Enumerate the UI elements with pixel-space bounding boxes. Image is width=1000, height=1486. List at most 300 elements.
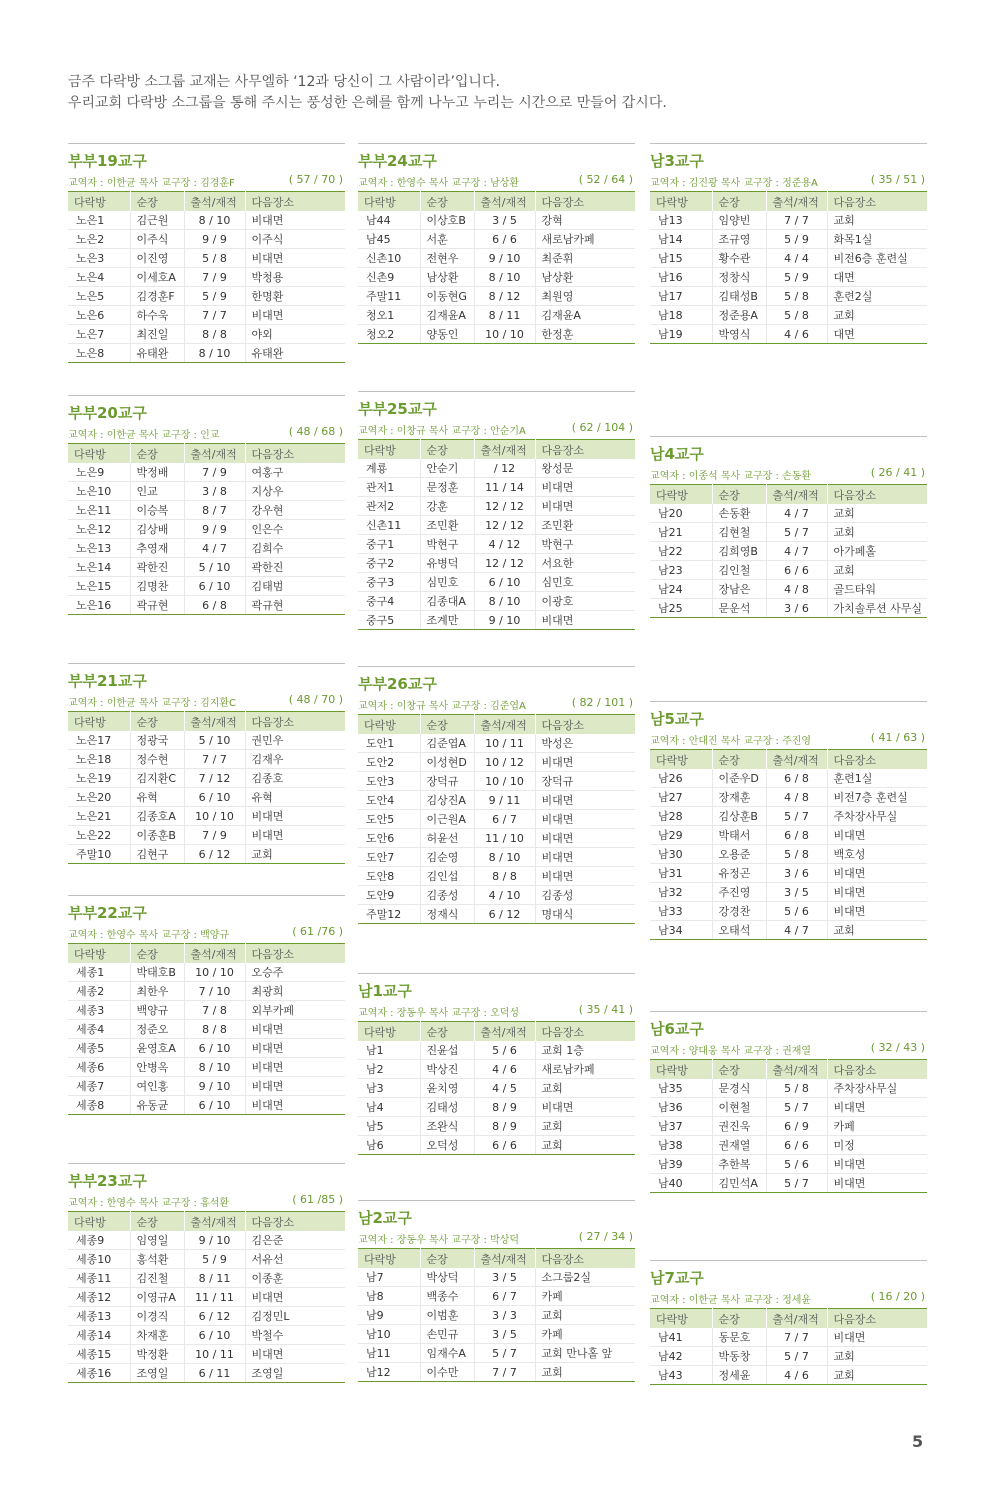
table-row: [68, 731, 345, 750]
cell-attendance: 7 / 7: [474, 1363, 535, 1382]
column-header: 다락방: [68, 1212, 130, 1232]
cell-attendance: 3 / 6: [766, 599, 827, 618]
cell-group-name: 도안9: [358, 886, 420, 905]
cell-group-name: 남29: [650, 826, 712, 845]
column-header: 다음장소: [535, 715, 635, 735]
table-row: [650, 268, 927, 287]
cell-leader: 박동창: [712, 1347, 766, 1366]
district-leaders: 교역자 : 이한균 목사 교구장 : 정세윤: [650, 1295, 812, 1306]
table-header-row: [650, 192, 927, 212]
cell-group-name: 노은19: [68, 769, 130, 788]
cell-leader: 문운석: [712, 599, 766, 618]
column-header: 다음장소: [827, 750, 927, 770]
cell-leader: 이종훈B: [130, 826, 184, 845]
cell-group-name: 남27: [650, 788, 712, 807]
table-row: [650, 599, 927, 618]
district-info: [68, 424, 345, 443]
cell-next-place: 비대면: [827, 1098, 927, 1117]
district-attendance-total: ( 32 / 43 ): [870, 1041, 925, 1054]
cell-leader: 정수현: [130, 750, 184, 769]
cell-attendance: 7 / 12: [184, 769, 245, 788]
cell-attendance: / 12: [474, 459, 535, 478]
cell-attendance: 8 / 10: [184, 1058, 245, 1077]
cell-next-place: 비대면: [245, 211, 345, 230]
cell-attendance: 6 / 7: [474, 810, 535, 829]
district-title: 남4교구: [650, 445, 704, 463]
cell-leader: 박상진: [420, 1060, 474, 1079]
table-row: [358, 753, 635, 772]
cell-attendance: 5 / 7: [474, 1344, 535, 1363]
table-header-row: [650, 1060, 927, 1080]
district-leaders: 교역자 : 한영수 목사 교구장 : 남상환: [358, 178, 520, 189]
cell-attendance: 12 / 12: [474, 516, 535, 535]
cell-attendance: 6 / 10: [184, 577, 245, 596]
cell-leader: 김근원: [130, 211, 184, 230]
column-header: 다음장소: [245, 444, 345, 464]
cell-leader: 정세윤: [712, 1366, 766, 1385]
cell-next-place: 교회: [535, 1136, 635, 1155]
cell-leader: 문경식: [712, 1079, 766, 1098]
cell-group-name: 노은12: [68, 520, 130, 539]
district-attendance-total: ( 27 / 34 ): [578, 1230, 633, 1243]
district-attendance-total: ( 52 / 64 ): [578, 173, 633, 186]
cell-next-place: 소그룹2실: [535, 1268, 635, 1287]
cell-next-place: 훈련1실: [827, 769, 927, 788]
column-header: 다락방: [68, 444, 130, 464]
cell-next-place: 비전7층 훈련실: [827, 788, 927, 807]
district-title-bar: [68, 663, 345, 692]
cell-attendance: 7 / 7: [766, 211, 827, 230]
cell-group-name: 도안2: [358, 753, 420, 772]
cell-attendance: 3 / 3: [474, 1306, 535, 1325]
cell-attendance: 7 / 7: [184, 306, 245, 325]
cell-attendance: 6 / 12: [184, 1307, 245, 1326]
table-row: [650, 826, 927, 845]
district-title: 남2교구: [358, 1209, 412, 1227]
cell-leader: 김재윤A: [420, 306, 474, 325]
cell-group-name: 관저1: [358, 478, 420, 497]
cell-attendance: 4 / 6: [474, 1060, 535, 1079]
table-header-row: [358, 1022, 635, 1042]
cell-leader: 조규영: [712, 230, 766, 249]
table-row: [68, 1058, 345, 1077]
district-block: [358, 666, 635, 924]
column-header: 순장: [420, 192, 474, 212]
district-title: 남1교구: [358, 982, 412, 1000]
cell-next-place: 교회: [535, 1363, 635, 1382]
district-info: [650, 465, 927, 484]
cell-attendance: 4 / 6: [766, 1366, 827, 1385]
cell-leader: 정준용A: [712, 306, 766, 325]
cell-next-place: 교회: [245, 845, 345, 864]
table-row: [650, 1136, 927, 1155]
cell-attendance: 6 / 9: [766, 1117, 827, 1136]
cell-leader: 유태완: [130, 344, 184, 363]
district-title: 부부21교구: [68, 672, 147, 690]
table-row: [68, 1001, 345, 1020]
column-header: 다락방: [650, 750, 712, 770]
cell-next-place: 대면: [827, 325, 927, 344]
district-attendance-total: ( 61 /85 ): [292, 1193, 343, 1206]
cell-attendance: 4 / 7: [766, 542, 827, 561]
district-block: [650, 1260, 927, 1385]
cell-leader: 하수욱: [130, 306, 184, 325]
cell-leader: 강훈: [420, 497, 474, 516]
cell-leader: 정재식: [420, 905, 474, 924]
cell-leader: 추영재: [130, 539, 184, 558]
cell-attendance: 6 / 10: [474, 573, 535, 592]
cell-attendance: 10 / 10: [184, 963, 245, 982]
cell-next-place: 이종훈: [245, 1269, 345, 1288]
column-header: 순장: [712, 750, 766, 770]
district-leaders: 교역자 : 이종석 목사 교구장 : 손동환: [650, 471, 812, 482]
cell-group-name: 노은18: [68, 750, 130, 769]
cell-group-name: 세종9: [68, 1231, 130, 1250]
cell-attendance: 8 / 10: [184, 344, 245, 363]
table-row: [68, 807, 345, 826]
cell-attendance: 8 / 9: [474, 1098, 535, 1117]
cell-next-place: 김재윤A: [535, 306, 635, 325]
cell-group-name: 남9: [358, 1306, 420, 1325]
cell-attendance: 6 / 7: [474, 1287, 535, 1306]
cell-group-name: 중구5: [358, 611, 420, 630]
district-title: 남5교구: [650, 710, 704, 728]
cell-leader: 김상진A: [420, 791, 474, 810]
cell-attendance: 5 / 8: [766, 287, 827, 306]
cell-attendance: 6 / 10: [184, 1039, 245, 1058]
district-title-bar: [650, 436, 927, 465]
district-title: 남6교구: [650, 1020, 704, 1038]
cell-next-place: 이광호: [535, 592, 635, 611]
cell-attendance: 4 / 7: [184, 539, 245, 558]
column-header: 순장: [130, 712, 184, 732]
cell-leader: 전현우: [420, 249, 474, 268]
cell-group-name: 노은10: [68, 482, 130, 501]
cell-leader: 백양규: [130, 1001, 184, 1020]
table-header-row: [68, 444, 345, 464]
table-row: [358, 230, 635, 249]
cell-next-place: 이주식: [245, 230, 345, 249]
table-row: [68, 230, 345, 249]
table-row: [650, 845, 927, 864]
cell-next-place: 비대면: [245, 1058, 345, 1077]
cell-group-name: 남16: [650, 268, 712, 287]
district-block: [650, 143, 927, 344]
table-row: [358, 1306, 635, 1325]
table-row: [68, 788, 345, 807]
cell-next-place: 가치솔루션 사무실: [827, 599, 927, 618]
cell-leader: 손민규: [420, 1325, 474, 1344]
district-title: 남3교구: [650, 152, 704, 170]
column-header: 다음장소: [827, 485, 927, 505]
district-title-bar: [650, 701, 927, 730]
cell-group-name: 남36: [650, 1098, 712, 1117]
cell-next-place: 유태완: [245, 344, 345, 363]
column-header: 다락방: [650, 1060, 712, 1080]
district-leaders: 교역자 : 이창규 목사 교구장 : 안순기A: [358, 426, 526, 437]
cell-leader: 권진욱: [712, 1117, 766, 1136]
cell-group-name: 세종6: [68, 1058, 130, 1077]
table-row: [358, 1344, 635, 1363]
cell-attendance: 6 / 6: [474, 230, 535, 249]
cell-group-name: 남45: [358, 230, 420, 249]
cell-attendance: 6 / 6: [766, 561, 827, 580]
cell-next-place: 인은수: [245, 520, 345, 539]
cell-next-place: 비대면: [535, 867, 635, 886]
cell-leader: 김명찬: [130, 577, 184, 596]
table-row: [650, 1098, 927, 1117]
district-leaders: 교역자 : 한영수 목사 교구장 : 홍석환: [68, 1198, 230, 1209]
cell-next-place: 비대면: [245, 1020, 345, 1039]
cell-next-place: 최준휘: [535, 249, 635, 268]
cell-next-place: 비대면: [535, 497, 635, 516]
cell-leader: 김종대A: [420, 592, 474, 611]
cell-next-place: 비대면: [535, 848, 635, 867]
table-row: [358, 1287, 635, 1306]
district-table: [68, 191, 345, 363]
cell-leader: 최진일: [130, 325, 184, 344]
cell-next-place: 비대면: [827, 902, 927, 921]
cell-attendance: 5 / 9: [766, 230, 827, 249]
district-attendance-total: ( 57 / 70 ): [288, 173, 343, 186]
cell-next-place: 유혁: [245, 788, 345, 807]
cell-attendance: 9 / 10: [474, 611, 535, 630]
cell-group-name: 노은4: [68, 268, 130, 287]
table-row: [358, 592, 635, 611]
cell-next-place: 비대면: [535, 611, 635, 630]
table-row: [358, 249, 635, 268]
column-header: 순장: [712, 1309, 766, 1329]
district-title: 부부23교구: [68, 1172, 147, 1190]
cell-group-name: 남41: [650, 1328, 712, 1347]
cell-group-name: 세종13: [68, 1307, 130, 1326]
cell-leader: 최한우: [130, 982, 184, 1001]
cell-leader: 박상덕: [420, 1268, 474, 1287]
table-row: [68, 1039, 345, 1058]
cell-attendance: 4 / 5: [474, 1079, 535, 1098]
district-info: [358, 420, 635, 439]
cell-attendance: 5 / 9: [184, 287, 245, 306]
column-header: 다락방: [68, 192, 130, 212]
cell-leader: 백종수: [420, 1287, 474, 1306]
cell-leader: 허윤선: [420, 829, 474, 848]
cell-group-name: 남11: [358, 1344, 420, 1363]
column-header: 순장: [712, 485, 766, 505]
cell-attendance: 8 / 12: [474, 287, 535, 306]
table-row: [358, 573, 635, 592]
column-header: 출석/재적: [474, 1022, 535, 1042]
district-title: 부부24교구: [358, 152, 437, 170]
district-leaders: 교역자 : 이한균 목사 교구장 : 인교: [68, 430, 220, 441]
district-table: [650, 191, 927, 344]
district-leaders: 교역자 : 한영수 목사 교구장 : 백양규: [68, 930, 230, 941]
district-leaders: 교역자 : 이창규 목사 교구장 : 김준엽A: [358, 701, 526, 712]
cell-leader: 김희영B: [712, 542, 766, 561]
cell-leader: 이준우D: [712, 769, 766, 788]
cell-group-name: 남19: [650, 325, 712, 344]
district-title: 부부20교구: [68, 404, 147, 422]
cell-group-name: 주말12: [358, 905, 420, 924]
cell-group-name: 남7: [358, 1268, 420, 1287]
cell-next-place: 비대면: [245, 1039, 345, 1058]
column-header: 출석/재적: [766, 485, 827, 505]
cell-group-name: 신촌11: [358, 516, 420, 535]
cell-next-place: 비대면: [245, 306, 345, 325]
cell-attendance: 5 / 8: [766, 845, 827, 864]
table-row: [650, 1155, 927, 1174]
cell-group-name: 노은5: [68, 287, 130, 306]
table-row: [650, 580, 927, 599]
cell-attendance: 6 / 6: [474, 1136, 535, 1155]
cell-next-place: 오승주: [245, 963, 345, 982]
district-info: [68, 924, 345, 943]
cell-next-place: 비대면: [827, 826, 927, 845]
district-title-bar: [650, 1260, 927, 1289]
table-header-row: [358, 715, 635, 735]
cell-next-place: 교회: [827, 1347, 927, 1366]
cell-next-place: 조영일: [245, 1364, 345, 1383]
cell-next-place: 여홍구: [245, 463, 345, 482]
cell-attendance: 6 / 8: [766, 826, 827, 845]
table-row: [650, 769, 927, 788]
cell-group-name: 남20: [650, 504, 712, 523]
cell-group-name: 남40: [650, 1174, 712, 1193]
cell-attendance: 9 / 10: [184, 1231, 245, 1250]
cell-next-place: 한정훈: [535, 325, 635, 344]
cell-leader: 이주식: [130, 230, 184, 249]
cell-leader: 박현구: [420, 535, 474, 554]
table-row: [358, 268, 635, 287]
district-info: [650, 730, 927, 749]
cell-attendance: 7 / 9: [184, 463, 245, 482]
table-header-row: [68, 1212, 345, 1232]
cell-leader: 유동균: [130, 1096, 184, 1115]
column-header: 다락방: [358, 440, 420, 460]
district-table: [358, 1021, 635, 1155]
cell-next-place: 명대식: [535, 905, 635, 924]
cell-group-name: 노은8: [68, 344, 130, 363]
cell-next-place: 야외: [245, 325, 345, 344]
table-row: [650, 306, 927, 325]
column-header: 순장: [712, 1060, 766, 1080]
cell-group-name: 신촌10: [358, 249, 420, 268]
table-row: [68, 463, 345, 482]
cell-group-name: 남23: [650, 561, 712, 580]
cell-group-name: 세종15: [68, 1345, 130, 1364]
table-row: [358, 791, 635, 810]
cell-attendance: 6 / 8: [766, 769, 827, 788]
cell-leader: 김인철: [712, 561, 766, 580]
column-header: 출석/재적: [474, 440, 535, 460]
table-row: [358, 611, 635, 630]
cell-leader: 차재훈: [130, 1326, 184, 1345]
table-row: [650, 230, 927, 249]
cell-next-place: 비대면: [535, 829, 635, 848]
cell-leader: 조계만: [420, 611, 474, 630]
cell-next-place: 왕성문: [535, 459, 635, 478]
cell-leader: 장재훈: [712, 788, 766, 807]
cell-next-place: 비대면: [535, 791, 635, 810]
district-info: [650, 1289, 927, 1308]
cell-next-place: 권민우: [245, 731, 345, 750]
cell-leader: 유병덕: [420, 554, 474, 573]
district-block: [650, 701, 927, 940]
district-title: 부부26교구: [358, 675, 437, 693]
cell-group-name: 청오2: [358, 325, 420, 344]
cell-leader: 인교: [130, 482, 184, 501]
column-header: 다락방: [650, 192, 712, 212]
district-leaders: 교역자 : 김진광 목사 교구장 : 정준용A: [650, 178, 818, 189]
table-row: [650, 1117, 927, 1136]
cell-attendance: 7 / 9: [184, 826, 245, 845]
cell-group-name: 남1: [358, 1041, 420, 1060]
cell-attendance: 6 / 6: [766, 1136, 827, 1155]
cell-leader: 김민석A: [712, 1174, 766, 1193]
cell-next-place: 아가페홀: [827, 542, 927, 561]
district-title-bar: [68, 895, 345, 924]
cell-group-name: 세종12: [68, 1288, 130, 1307]
cell-leader: 김종호A: [130, 807, 184, 826]
cell-next-place: 김정민L: [245, 1307, 345, 1326]
cell-attendance: 5 / 7: [766, 523, 827, 542]
district-attendance-total: ( 62 / 104 ): [571, 421, 633, 434]
cell-next-place: 곽한진: [245, 558, 345, 577]
table-row: [68, 577, 345, 596]
cell-group-name: 남21: [650, 523, 712, 542]
table-row: [650, 504, 927, 523]
district-block: [358, 1200, 635, 1382]
table-header-row: [650, 485, 927, 505]
table-row: [650, 1366, 927, 1385]
cell-attendance: 4 / 8: [766, 788, 827, 807]
cell-next-place: 곽규현: [245, 596, 345, 615]
cell-group-name: 남35: [650, 1079, 712, 1098]
district-attendance-total: ( 82 / 101 ): [571, 696, 633, 709]
cell-next-place: 비대면: [245, 249, 345, 268]
district-info: [358, 172, 635, 191]
cell-next-place: 교회: [535, 1079, 635, 1098]
cell-next-place: 비대면: [827, 883, 927, 902]
cell-leader: 김태성: [420, 1098, 474, 1117]
cell-attendance: 4 / 7: [766, 921, 827, 940]
cell-next-place: 교회 1층: [535, 1041, 635, 1060]
district-title-bar: [358, 391, 635, 420]
cell-leader: 김현구: [130, 845, 184, 864]
cell-group-name: 노은3: [68, 249, 130, 268]
table-row: [358, 829, 635, 848]
cell-leader: 오태석: [712, 921, 766, 940]
cell-group-name: 남17: [650, 287, 712, 306]
district-attendance-total: ( 41 / 63 ): [870, 731, 925, 744]
cell-leader: 조완식: [420, 1117, 474, 1136]
cell-next-place: 교회: [827, 504, 927, 523]
cell-group-name: 남5: [358, 1117, 420, 1136]
district-table: [68, 1211, 345, 1383]
cell-leader: 김현철: [712, 523, 766, 542]
column-header: 출석/재적: [474, 192, 535, 212]
cell-leader: 김진철: [130, 1269, 184, 1288]
cell-leader: 김태성B: [712, 287, 766, 306]
cell-attendance: 5 / 8: [766, 306, 827, 325]
district-title-bar: [68, 395, 345, 424]
cell-group-name: 남25: [650, 599, 712, 618]
cell-attendance: 6 / 12: [184, 845, 245, 864]
cell-group-name: 주말11: [358, 287, 420, 306]
table-row: [68, 1288, 345, 1307]
district-attendance-total: ( 61 /76 ): [292, 925, 343, 938]
cell-attendance: 3 / 5: [474, 1325, 535, 1344]
cell-group-name: 신촌9: [358, 268, 420, 287]
